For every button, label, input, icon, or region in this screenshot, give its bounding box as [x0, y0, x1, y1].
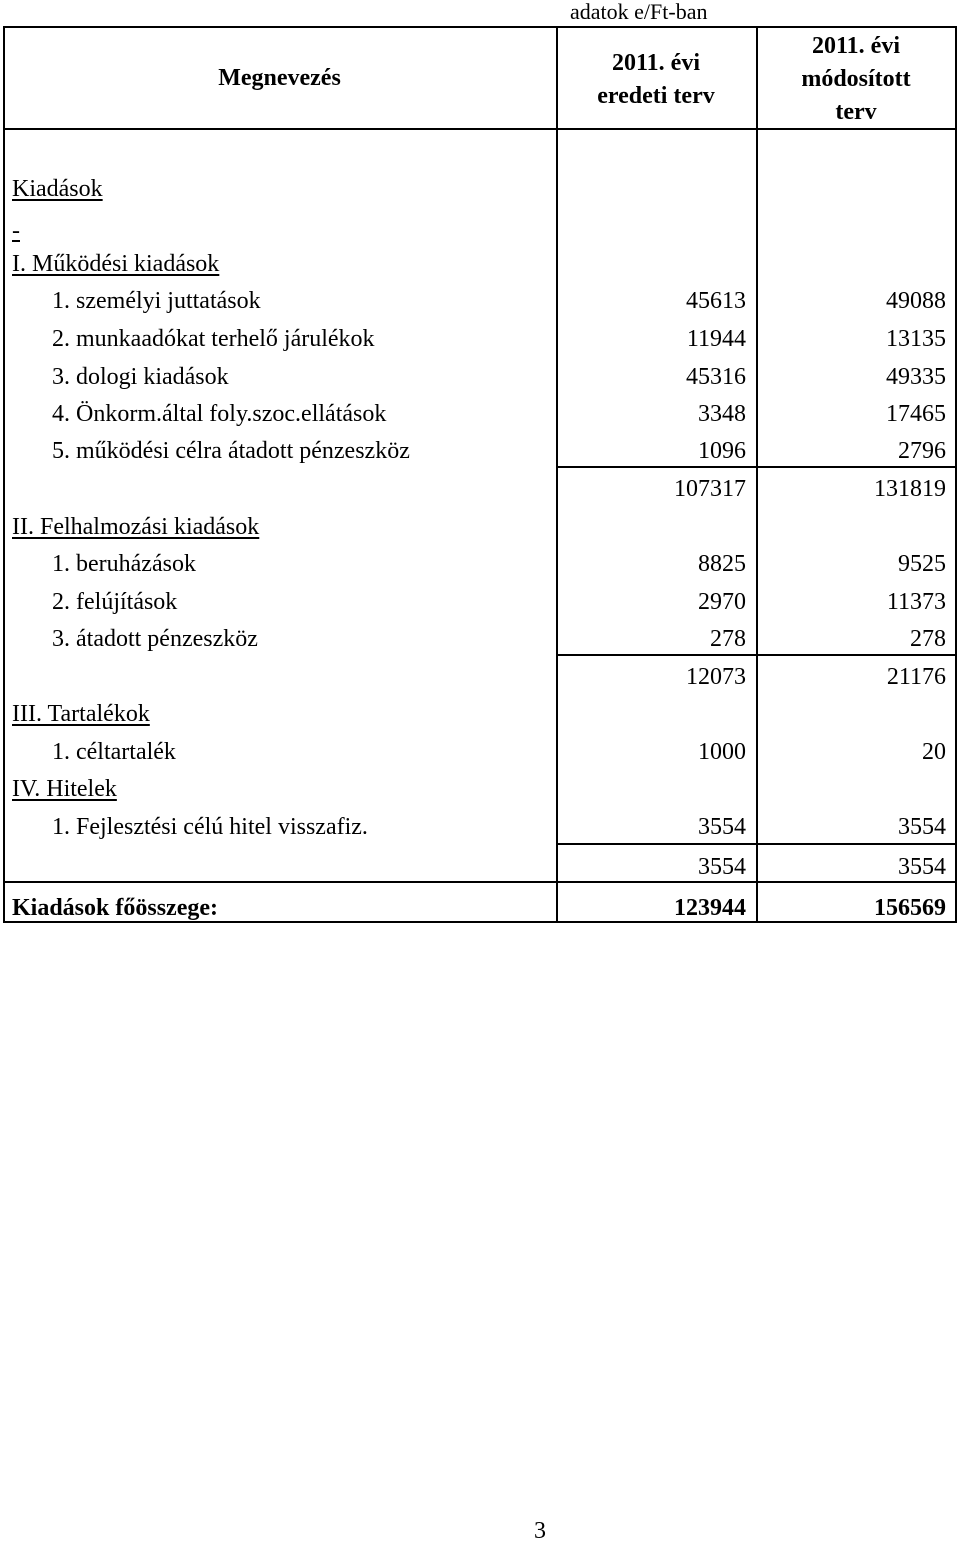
dash-mark: - — [12, 218, 20, 244]
row-label: 1. Fejlesztési célú hitel visszafiz. — [52, 814, 368, 840]
row-label: 2. felújítások — [52, 589, 178, 615]
row-modified-plan: 13135 — [886, 326, 946, 352]
row-original-plan: 45316 — [686, 364, 746, 390]
hitelek-subtotal-original: 3554 — [698, 854, 746, 880]
subtotal-line-2 — [556, 654, 957, 656]
row-modified-plan: 11373 — [886, 589, 946, 615]
row-label: IV. Hitelek — [12, 776, 117, 802]
row-label: 1. céltartalék — [52, 739, 176, 765]
total-original: 123944 — [674, 895, 746, 921]
page-number: 3 — [534, 1518, 546, 1544]
row-label: 3. dologi kiadások — [52, 364, 229, 390]
row-modified-plan: 17465 — [886, 401, 946, 427]
row-label: III. Tartalékok — [12, 701, 150, 727]
hitelek-subtotal-modified: 3554 — [898, 854, 946, 880]
row-label: 5. működési célra átadott pénzeszköz — [52, 438, 410, 464]
row-original-plan: 2970 — [698, 589, 746, 615]
row-modified-plan: 278 — [910, 626, 946, 652]
row-label: I. Működési kiadások — [12, 251, 220, 277]
row-label: 2. munkaadókat terhelő járulékok — [52, 326, 375, 352]
subtotal-line-3 — [556, 843, 957, 845]
row-original-plan: 1096 — [698, 438, 746, 464]
row-modified-plan: 21176 — [886, 664, 946, 690]
row-original-plan: 12073 — [686, 664, 746, 690]
col-separator-2-body — [756, 130, 758, 922]
section-title: Kiadások — [12, 176, 103, 202]
subtotal-line-1 — [556, 466, 957, 468]
header-original-plan: 2011. évi eredeti terv — [597, 50, 715, 109]
row-modified-plan: 9525 — [898, 551, 946, 577]
row-original-plan: 278 — [710, 626, 746, 652]
row-original-plan: 8825 — [698, 551, 746, 577]
row-label: 1. személyi juttatások — [52, 288, 261, 314]
row-label: 3. átadott pénzeszköz — [52, 626, 258, 652]
row-modified-plan: 3554 — [898, 814, 946, 840]
col-separator-1-body — [556, 130, 558, 922]
row-original-plan: 1000 — [698, 739, 746, 765]
row-label: 4. Önkorm.által foly.szoc.ellátások — [52, 401, 387, 427]
row-modified-plan: 49335 — [886, 364, 946, 390]
row-original-plan: 11944 — [686, 326, 746, 352]
row-modified-plan: 131819 — [874, 476, 946, 502]
total-label: Kiadások főösszege: — [12, 895, 218, 921]
row-original-plan: 3554 — [698, 814, 746, 840]
row-original-plan: 3348 — [698, 401, 746, 427]
row-modified-plan: 2796 — [898, 438, 946, 464]
row-original-plan: 45613 — [686, 288, 746, 314]
row-original-plan: 107317 — [674, 476, 746, 502]
header-modified-plan: 2011. évi módosított terv — [801, 33, 911, 125]
unit-note: adatok e/Ft-ban — [570, 0, 708, 24]
row-label: II. Felhalmozási kiadások — [12, 514, 260, 540]
row-modified-plan: 49088 — [886, 288, 946, 314]
row-label: 1. beruházások — [52, 551, 196, 577]
total-modified: 156569 — [874, 895, 946, 921]
header-name: Megnevezés — [218, 65, 341, 91]
row-modified-plan: 20 — [922, 739, 946, 765]
